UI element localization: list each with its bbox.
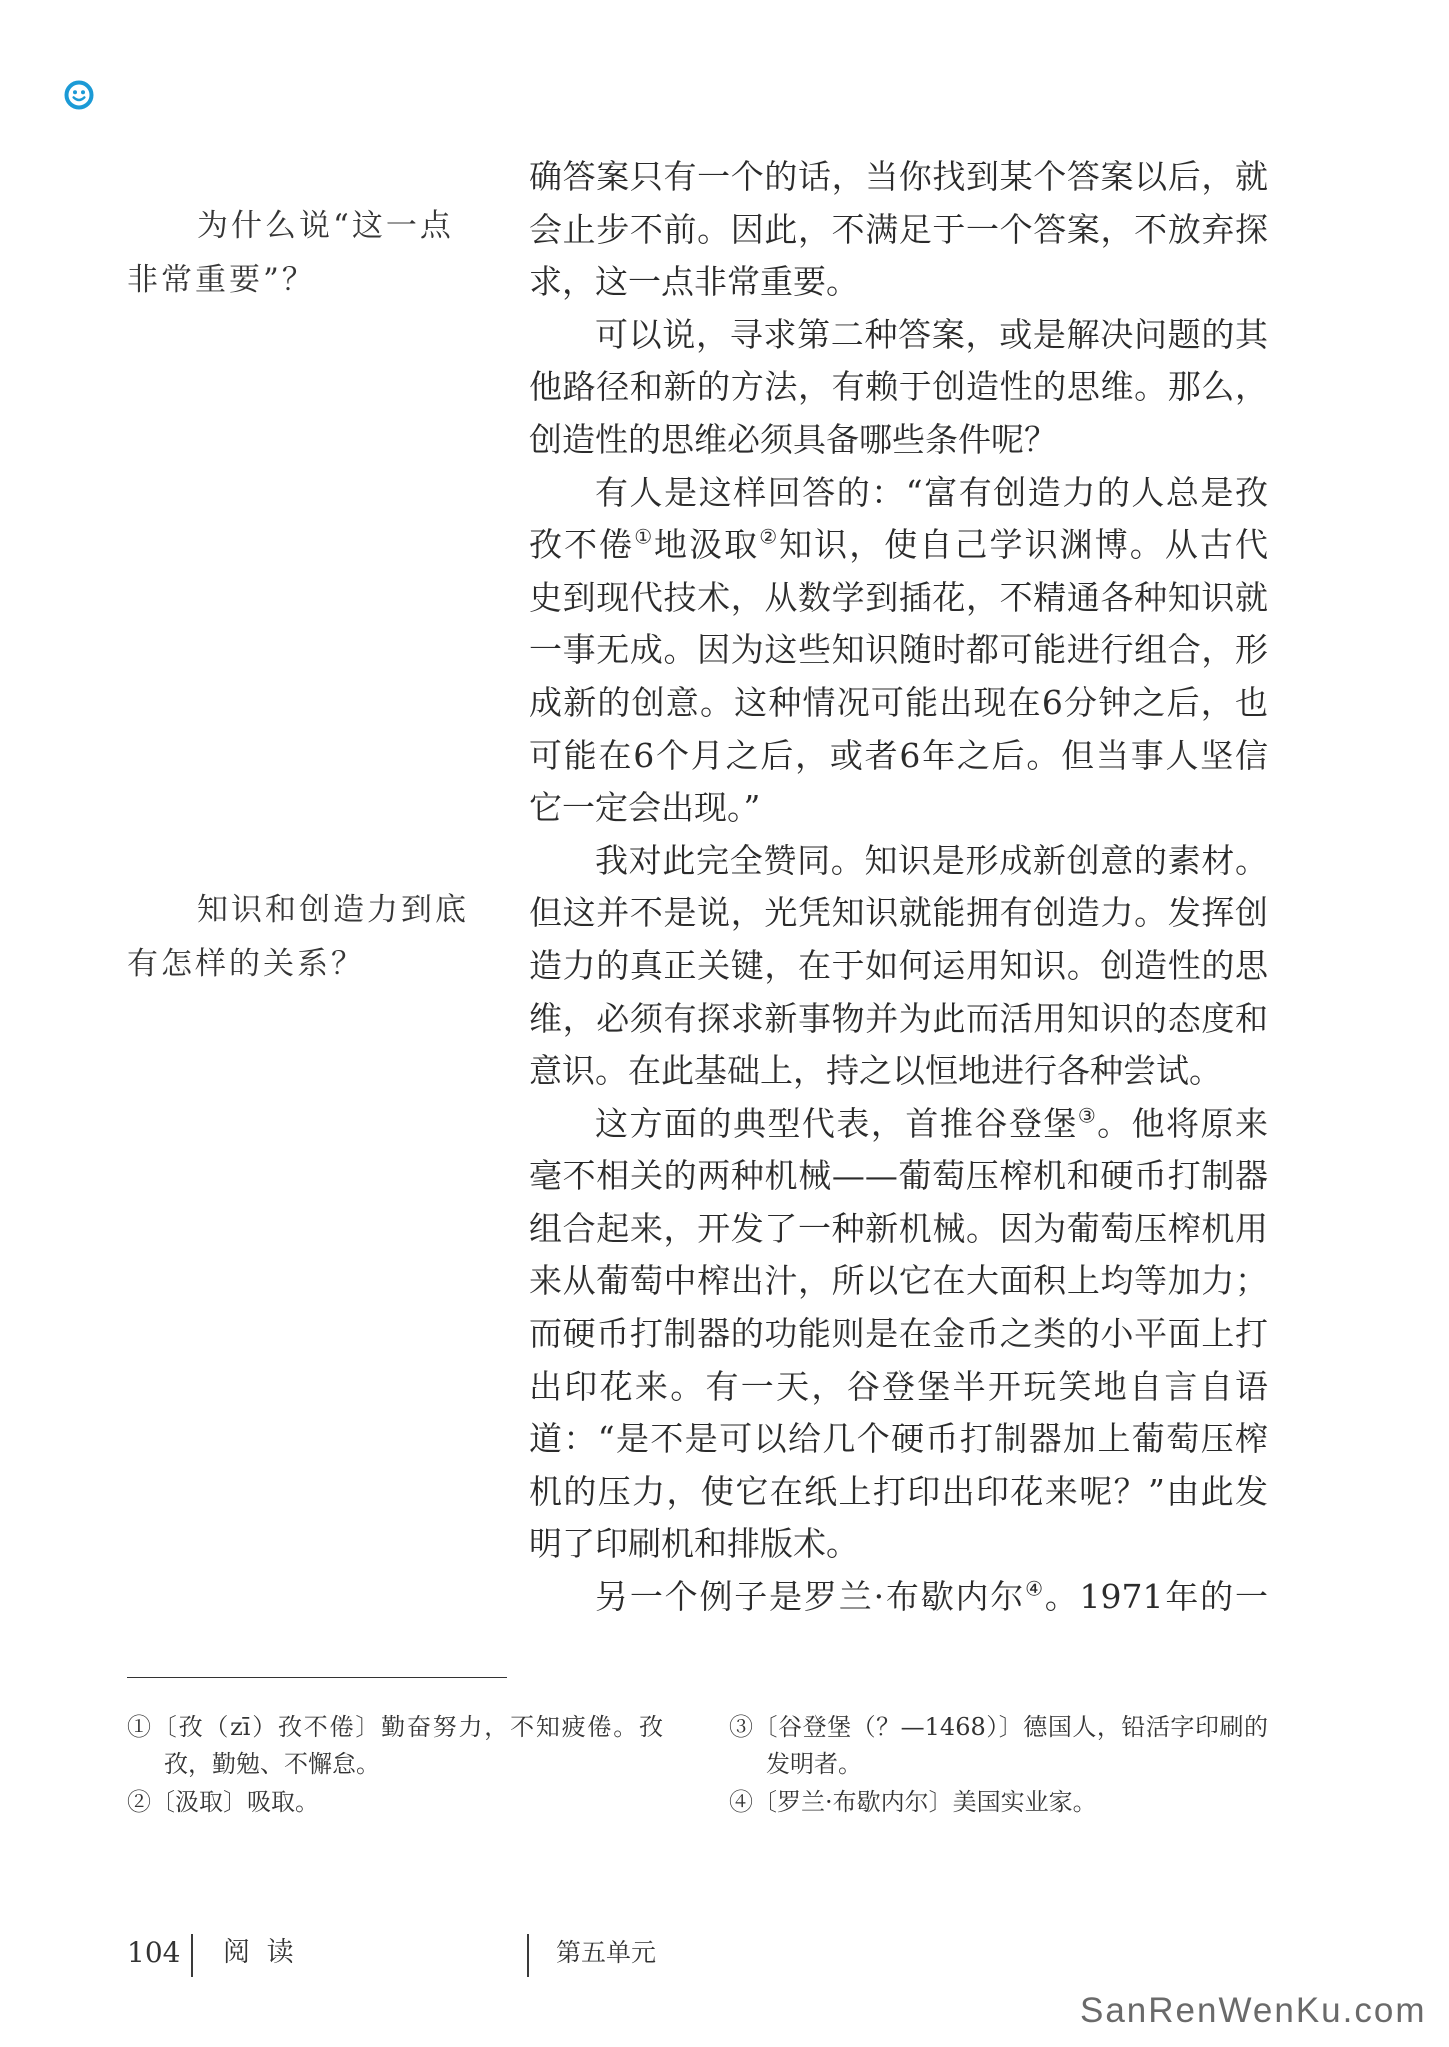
- body-text-line: 一事无成。因为这些知识随时都可能进行组合，形: [529, 630, 1268, 670]
- footnote-2: [127, 1784, 663, 1821]
- body-text-line: 意识。在此基础上，持之以恒地进行各种尝试。: [529, 1051, 1222, 1091]
- body-text-line: 可能在6个月之后，或者6年之后。但当事人坚信: [529, 735, 1268, 775]
- footnote-ref: ④: [1025, 1577, 1045, 1601]
- paragraph: [529, 835, 1268, 1098]
- body-text-line: 孜不倦①地汲取②知识，使自己学识渊博。从古代: [529, 525, 1269, 565]
- body-text: [529, 151, 1268, 1624]
- footnote-line: 孜，勤勉、不懈怠。: [164, 1750, 380, 1779]
- body-text-line: 出印花来。有一天，谷登堡半开玩笑地自言自语: [529, 1366, 1268, 1406]
- footnote-line: ③〔谷登堡（？—1468）〕德国人，铅活字印刷的: [729, 1713, 1268, 1741]
- body-text-line: 这方面的典型代表，首推谷登堡③。他将原来: [595, 1103, 1269, 1143]
- unit-label: 第五单元: [556, 1938, 657, 1967]
- body-text-line: 会止步不前。因此，不满足于一个答案，不放弃探: [529, 209, 1268, 249]
- body-text-line: 成新的创意。这种情况可能出现在6分钟之后，也: [529, 682, 1268, 722]
- body-text-line: 造力的真正关键，在于如何运用知识。创造性的思: [529, 945, 1268, 985]
- margin-note-line: 为什么说“这一点: [197, 208, 454, 244]
- body-text-line: 明了印刷机和排版术。: [529, 1524, 859, 1564]
- body-text-line: 它一定会出现。”: [529, 788, 761, 828]
- body-text-line: 另一个例子是罗兰·布歇内尔④。1971年的一: [595, 1577, 1269, 1617]
- footer-divider: [527, 1934, 529, 1977]
- paragraph: [529, 1571, 1268, 1624]
- body-text-line: 来从葡萄中榨出汁，所以它在大面积上均等加力；: [529, 1261, 1268, 1301]
- footnotes-right: [729, 1709, 1268, 1821]
- footnote-divider: [127, 1677, 507, 1678]
- body-text-line: 可以说，寻求第二种答案，或是解决问题的其: [595, 314, 1268, 354]
- body-text-line: 史到现代技术，从数学到插花，不精通各种知识就: [529, 577, 1268, 617]
- body-text-line: 维，必须有探求新事物并为此而活用知识的态度和: [529, 998, 1268, 1038]
- footnote-line: ②〔汲取〕吸取。: [127, 1787, 319, 1816]
- body-text-line: 创造性的思维必须具备哪些条件呢？: [529, 419, 1057, 459]
- body-text-line: 机的压力，使它在纸上打印出印花来呢？”由此发: [529, 1471, 1268, 1511]
- footnote-line: ①〔孜（zī）孜不倦〕勤奋努力，不知疲倦。孜: [127, 1713, 663, 1741]
- footnote-ref: ①: [634, 525, 655, 549]
- footnote-3: [729, 1709, 1268, 1784]
- footnote-1: [127, 1709, 663, 1784]
- body-text-line: 有人是这样回答的：“富有创造力的人总是孜: [595, 472, 1268, 512]
- body-text-line: 而硬币打制器的功能则是在金币之类的小平面上打: [529, 1314, 1268, 1354]
- body-text-line: 确答案只有一个的话，当你找到某个答案以后，就: [529, 157, 1268, 196]
- body-text-line: 他路径和新的方法，有赖于创造性的思维。那么，: [529, 367, 1268, 407]
- footnote-line: ④〔罗兰·布歇内尔〕美国实业家。: [729, 1787, 1097, 1816]
- footnote-ref: ③: [1077, 1104, 1098, 1128]
- page-number: 104: [127, 1936, 181, 1969]
- margin-note-line: 有怎样的关系？: [127, 946, 365, 982]
- footer-divider: [191, 1934, 193, 1977]
- smiley-icon: [63, 79, 95, 111]
- body-text-line: 求，这一点非常重要。: [529, 262, 859, 302]
- watermark: SanRenWenKu.com: [1080, 1991, 1427, 2030]
- paragraph: [529, 467, 1268, 835]
- margin-note-line: 非常重要”？: [127, 262, 316, 298]
- paragraph: [529, 309, 1268, 467]
- body-text-line: 但这并不是说，光凭知识就能拥有创造力。发挥创: [529, 893, 1268, 933]
- body-text-line: 毫不相关的两种机械——葡萄压榨机和硬币打制器: [529, 1156, 1268, 1196]
- footnote-ref: ②: [759, 525, 780, 549]
- body-text-line: 我对此完全赞同。知识是形成新创意的素材。: [595, 840, 1268, 880]
- margin-note-knowledge-creativity: [127, 883, 507, 991]
- margin-note-line: 知识和创造力到底: [197, 892, 469, 928]
- paragraph: [529, 1098, 1268, 1571]
- footnote-line: 发明者。: [766, 1750, 862, 1779]
- footnotes-left: [127, 1709, 663, 1821]
- margin-note-why-important: [127, 199, 507, 307]
- body-text-line: 组合起来，开发了一种新机械。因为葡萄压榨机用: [529, 1208, 1268, 1248]
- paragraph: [529, 151, 1268, 309]
- footnote-4: [729, 1784, 1268, 1821]
- section-label: 阅 读: [223, 1937, 298, 1968]
- body-text-line: 道：“是不是可以给几个硬币打制器加上葡萄压榨: [529, 1419, 1268, 1459]
